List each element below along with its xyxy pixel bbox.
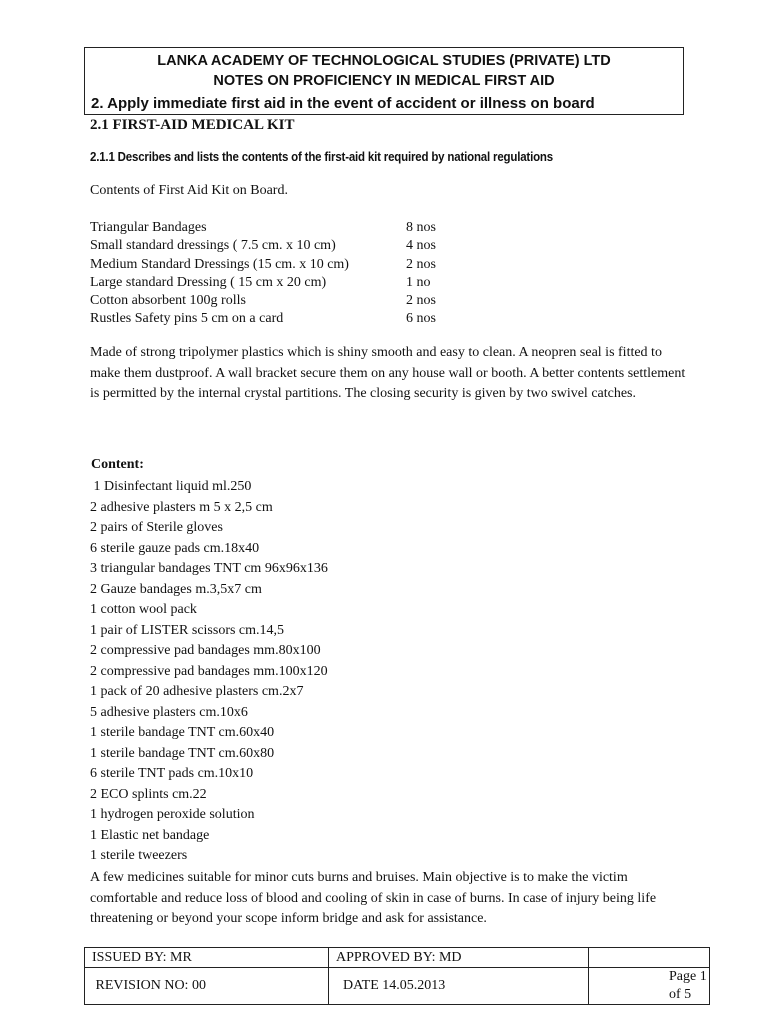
closing-paragraph: A few medicines suitable for minor cuts burns and bruises. Main objective is to make the victim comfortable and reduce loss of blood and cooling of skin in case of burns. In case of injury being life threatening or beyond your scope inform bridge and ask for assistance. xyxy=(90,870,657,926)
kit-item-name: Medium Standard Dressings (15 cm. x 10 cm) xyxy=(90,256,349,272)
footer-row xyxy=(85,968,710,1005)
list-item: 3 triangular bandages TNT cm 96x96x136 xyxy=(90,561,328,576)
kit-item-qty: 6 nos xyxy=(406,311,436,327)
revision-cell: REVISION NO: 00 xyxy=(85,968,329,1005)
header-notes-title: NOTES ON PROFICIENCY IN MEDICAL FIRST AID xyxy=(213,73,555,89)
kit-row xyxy=(90,219,436,237)
issued-by-cell: ISSUED BY: MR xyxy=(85,948,329,968)
list-item: 6 sterile TNT pads cm.10x10 xyxy=(90,766,254,781)
kit-item-name: Small standard dressings ( 7.5 cm. x 10 cm) xyxy=(90,238,336,254)
document-header-box xyxy=(84,47,684,115)
footer-row xyxy=(85,948,710,968)
list-item: 6 sterile gauze pads cm.18x40 xyxy=(90,540,260,556)
date-cell: DATE 14.05.2013 xyxy=(329,968,589,1005)
list-item: 1 sterile bandage TNT cm.60x80 xyxy=(90,745,275,761)
kit-item-qty: 8 nos xyxy=(406,220,436,235)
list-item: 2 ECO splints cm.22 xyxy=(90,786,207,802)
kit-item-qty: 2 nos xyxy=(406,293,436,309)
list-item: 2 Gauze bandages m.3,5x7 cm xyxy=(90,581,262,597)
footer-empty-cell xyxy=(589,948,710,968)
kit-row xyxy=(90,292,436,310)
list-item: 2 compressive pad bandages mm.80x100 xyxy=(90,643,321,658)
document-footer-table xyxy=(84,947,710,1005)
header-institution-name: LANKA ACADEMY OF TECHNOLOGICAL STUDIES (PRIVATE) LTD xyxy=(157,53,611,69)
content-list xyxy=(90,477,328,867)
header-chapter-title: 2. Apply immediate first aid in the event of accident or illness on board xyxy=(91,95,595,112)
list-item: 1 sterile bandage TNT cm.60x40 xyxy=(90,725,275,740)
list-item: 1 cotton wool pack xyxy=(90,602,197,617)
kit-intro-text: Contents of First Aid Kit on Board. xyxy=(90,183,288,198)
list-item: 5 adhesive plasters cm.10x6 xyxy=(90,704,248,720)
kit-item-name: Large standard Dressing ( 15 cm x 20 cm) xyxy=(90,274,327,290)
list-item: 2 compressive pad bandages mm.100x120 xyxy=(90,663,328,679)
list-item: 1 pair of LISTER scissors cm.14,5 xyxy=(90,622,285,638)
kit-row xyxy=(90,274,436,292)
kit-item-qty: 1 no xyxy=(406,274,431,290)
list-item: 1 sterile tweezers xyxy=(90,848,188,863)
subsection-title: 2.1.1 Describes and lists the contents of the first-aid kit required by national regulations xyxy=(90,150,553,164)
page-number-cell: Page 1 of 5 xyxy=(589,968,710,1005)
list-item: 2 pairs of Sterile gloves xyxy=(90,520,223,535)
kit-contents-table xyxy=(90,219,436,329)
list-item: 1 Elastic net bandage xyxy=(90,827,210,843)
list-item: 1 hydrogen peroxide solution xyxy=(90,807,255,822)
list-item: 1 pack of 20 adhesive plasters cm.2x7 xyxy=(90,684,304,699)
kit-row xyxy=(90,256,436,274)
kit-row xyxy=(90,237,436,255)
kit-description-paragraph: Made of strong tripolymer plastics which is shiny smooth and easy to clean. A neopren seal is fitted to make them dustproof. A wall bracket secure them on any house wall or booth. A better contents settlement is permitted by the internal crystal partitions. The closing security is given by two swivel catches. xyxy=(90,345,686,401)
kit-row xyxy=(90,310,436,328)
approved-by-cell: APPROVED BY: MD xyxy=(329,948,589,968)
kit-item-name: Triangular Bandages xyxy=(90,220,207,235)
kit-item-qty: 2 nos xyxy=(406,256,436,272)
list-item: 1 Disinfectant liquid ml.250 xyxy=(90,479,252,494)
kit-item-name: Rustles Safety pins 5 cm on a card xyxy=(90,311,284,327)
content-heading: Content: xyxy=(91,457,144,472)
section-title: 2.1 FIRST-AID MEDICAL KIT xyxy=(90,117,295,133)
list-item: 2 adhesive plasters m 5 x 2,5 cm xyxy=(90,499,273,515)
kit-item-name: Cotton absorbent 100g rolls xyxy=(90,293,246,309)
kit-item-qty: 4 nos xyxy=(406,238,436,254)
